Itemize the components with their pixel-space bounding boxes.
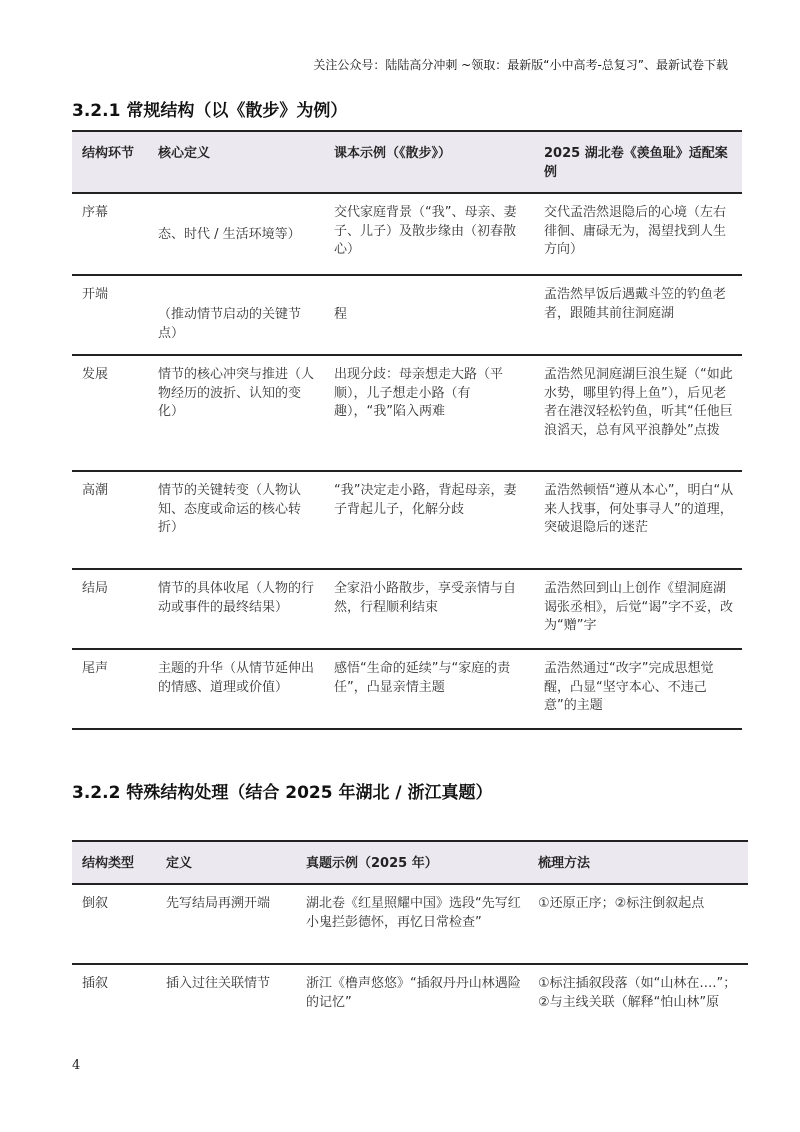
table-cell: 浙江《橹声悠悠》“插叙丹丹山林遇险的记忆”	[306, 976, 521, 1010]
table-cell: 孟浩然早饭后遇戴斗笠的钓鱼老者，跟随其前往洞庭湖	[534, 275, 742, 355]
table-row	[72, 884, 748, 964]
table-cell: （推动情节启动的关键节点）	[148, 275, 324, 355]
table-cell: 插入过往关联情节	[166, 976, 271, 991]
table-row	[72, 964, 748, 1034]
table-row	[72, 193, 742, 275]
table-cell: 交代家庭背景（“我”、母亲、妻子、儿子）及散步缘由（初春散心）	[324, 193, 534, 275]
table-cell: 主题的升华（从情节延伸出的情感、道理或价值）	[148, 649, 324, 729]
table-cell: 倒叙	[72, 884, 156, 964]
column-header: 定义	[156, 841, 296, 884]
column-header: 结构环节	[72, 131, 148, 193]
page-number: 4	[72, 1058, 81, 1073]
table-cell: 高潮	[72, 471, 148, 569]
table-cell: 开端	[72, 275, 148, 355]
column-header: 核心定义	[148, 131, 324, 193]
table-cell: 尾声	[72, 649, 148, 729]
table-cell: 先写结局再溯开端	[156, 884, 296, 964]
table-cell: “我”决定走小路，背起母亲，妻子背起儿子，化解分歧	[324, 471, 534, 569]
table-header-row	[72, 841, 748, 884]
table-cell: ①标注插叙段落（如“山林在….”；②与主线关联（解释“怕山林”原	[538, 976, 737, 1010]
table-cell: 湖北卷《红星照耀中国》选段“先写红小鬼拦彭德怀，再忆日常检查”	[296, 884, 528, 964]
table-row	[72, 569, 742, 649]
table-cell: 交代孟浩然退隐后的心境（左右徘徊、庸碌无为，渴望找到人生方向）	[534, 193, 742, 275]
section-title-2: 3.2.2 特殊结构处理（结合 2025 年湖北 / 浙江真题）	[72, 783, 493, 803]
column-header: 结构类型	[72, 841, 156, 884]
table-cell: 感悟“生命的延续”与“家庭的责任”，凸显亲情主题	[324, 649, 534, 729]
table-cell: 出现分歧：母亲想走大路（平顺），儿子想走小路（有趣），“我”陷入两难	[324, 355, 534, 471]
table-cell: 发展	[72, 355, 148, 471]
table-row	[72, 471, 742, 569]
table-row	[72, 355, 742, 471]
header-note: 关注公众号：陆陆高分冲刺 ~领取：最新版“小中高考-总复习”、最新试卷下载	[313, 58, 728, 72]
table-cell: ①还原正序；②标注倒叙起点	[528, 884, 748, 964]
column-header: 课本示例（《散步》）	[324, 131, 534, 193]
table-cell: 孟浩然通过“改字”完成思想觉醒，凸显“坚守本心、不违己意”的主题	[534, 649, 742, 729]
table-cell: 孟浩然顿悟“遵从本心”，明白“从来人找事，何处事寻人”的道理，突破退隐后的迷茫	[534, 471, 742, 569]
structure-table	[72, 130, 742, 730]
table-cell: 序幕	[72, 193, 148, 275]
table-cell: 程	[324, 275, 534, 355]
table-cell: 态、时代 / 生活环境等）	[148, 193, 324, 275]
table-cell: 插叙	[82, 976, 109, 991]
table-cell: 全家沿小路散步，享受亲情与自然，行程顺利结束	[324, 569, 534, 649]
table-row	[72, 275, 742, 355]
table-header-row	[72, 131, 742, 193]
table-row	[72, 649, 742, 729]
table-cell: 情节的关键转变（人物认知、态度或命运的核心转折）	[148, 471, 324, 569]
table-cell: 孟浩然见洞庭湖巨浪生疑（“如此水势，哪里钓得上鱼”），后见老者在港汊轻松钓鱼，听其“任他巨浪滔天，总有风平浪静处”点拨	[534, 355, 742, 471]
table-cell: 情节的具体收尾（人物的行动或事件的最终结果）	[148, 569, 324, 649]
column-header: 真题示例（2025 年）	[296, 841, 528, 884]
section-title-1: 3.2.1 常规结构（以《散步》为例）	[72, 101, 348, 121]
column-header: 2025 湖北卷《羡鱼耻》适配案例	[534, 131, 742, 193]
table-cell: 结局	[72, 569, 148, 649]
special-structure-table	[72, 840, 748, 1034]
table-cell: 孟浩然回到山上创作《望洞庭湖谒张丞相》，后觉“谒”字不妥，改为“赠”字	[534, 569, 742, 649]
table-cell: 情节的核心冲突与推进（人物经历的波折、认知的变化）	[148, 355, 324, 471]
column-header: 梳理方法	[528, 841, 748, 884]
